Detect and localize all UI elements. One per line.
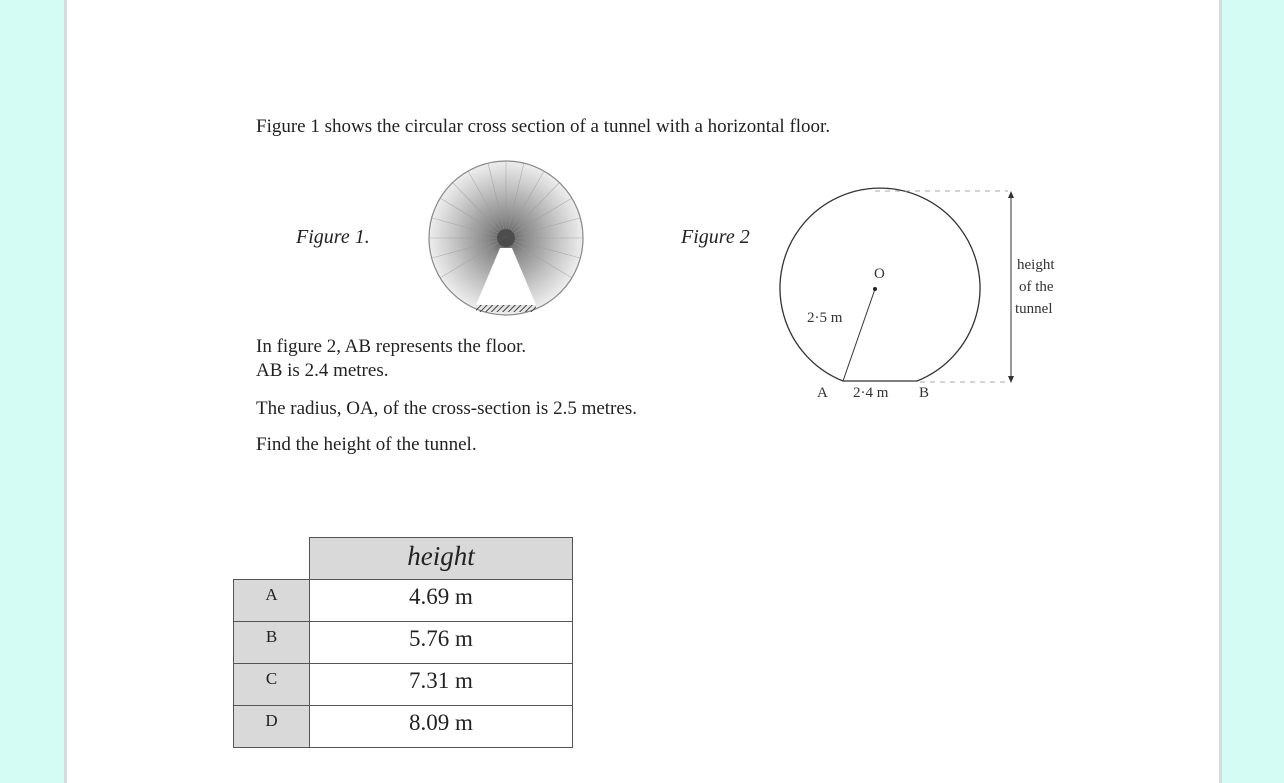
figure1-label: Figure 1. bbox=[296, 226, 370, 248]
height-label-line1: height bbox=[1017, 257, 1055, 273]
answer-row[interactable] bbox=[234, 706, 573, 748]
answer-value[interactable]: 8.09 m bbox=[310, 706, 573, 748]
table-header-height: height bbox=[310, 538, 573, 580]
radius-label: 2·5 m bbox=[807, 310, 843, 326]
figure1-tunnel-image bbox=[424, 158, 589, 323]
question-line2: AB is 2.4 metres. bbox=[256, 360, 389, 381]
figure2-diagram bbox=[760, 185, 1060, 390]
question-intro: Figure 1 shows the circular cross section of a tunnel with a horizontal floor. bbox=[256, 116, 831, 137]
answer-letter[interactable]: D bbox=[234, 706, 310, 748]
answer-letter[interactable]: A bbox=[234, 580, 310, 622]
answer-row[interactable] bbox=[234, 580, 573, 622]
answer-row[interactable] bbox=[234, 664, 573, 706]
question-line4: Find the height of the tunnel. bbox=[256, 434, 477, 455]
answer-value[interactable]: 5.76 m bbox=[310, 622, 573, 664]
answer-letter[interactable]: B bbox=[234, 622, 310, 664]
table-corner bbox=[234, 538, 310, 580]
height-label-line2: of the bbox=[1019, 279, 1054, 295]
figure2-label: Figure 2 bbox=[681, 226, 750, 248]
point-a-label: A bbox=[817, 385, 828, 401]
center-label-o: O bbox=[874, 266, 885, 282]
question-line3: The radius, OA, of the cross-section is 2.5 metres. bbox=[256, 398, 637, 419]
point-b-label: B bbox=[919, 385, 930, 401]
answer-value[interactable]: 4.69 m bbox=[310, 580, 573, 622]
answer-value[interactable]: 7.31 m bbox=[310, 664, 573, 706]
answer-options-table bbox=[233, 537, 573, 748]
floor-length-label: 2·4 m bbox=[853, 385, 889, 401]
question-line1: In figure 2, AB represents the floor. bbox=[256, 336, 527, 357]
height-label-line3: tunnel bbox=[1015, 301, 1053, 317]
answer-row[interactable] bbox=[234, 622, 573, 664]
answer-letter[interactable]: C bbox=[234, 664, 310, 706]
